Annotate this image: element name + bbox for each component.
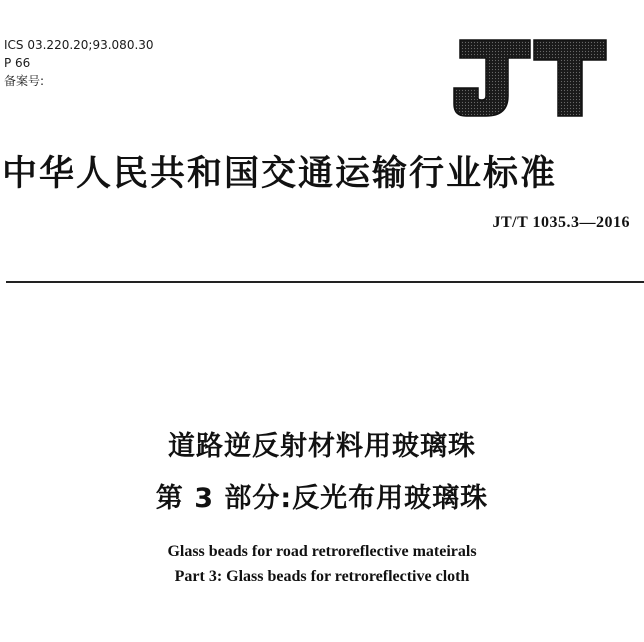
standard-number: JT/T 1035.3—2016: [492, 214, 630, 231]
category-code: P 66: [4, 56, 31, 70]
filing-number-label: 备案号:: [4, 74, 45, 88]
logo-letter-j: [454, 40, 530, 116]
header-divider: [6, 281, 644, 283]
logo-letter-t: [534, 40, 606, 116]
chinese-title-line-2: 第 3 部分:反光布用玻璃珠: [155, 483, 489, 514]
jt-logo-graphic: [452, 38, 608, 118]
jt-logo: [452, 38, 608, 118]
ics-code: ICS 03.220.20;93.080.30: [4, 38, 154, 52]
english-title-line-2: Part 3: Glass beads for retroreflective cloth: [174, 568, 470, 585]
organization-title: 中华人民共和国交通运输行业标准: [2, 153, 558, 194]
classification-block: [4, 36, 154, 90]
english-title-line-1: Glass beads for road retroreflective mateirals: [167, 543, 477, 560]
chinese-title-line-1: 道路逆反射材料用玻璃珠: [168, 431, 476, 462]
